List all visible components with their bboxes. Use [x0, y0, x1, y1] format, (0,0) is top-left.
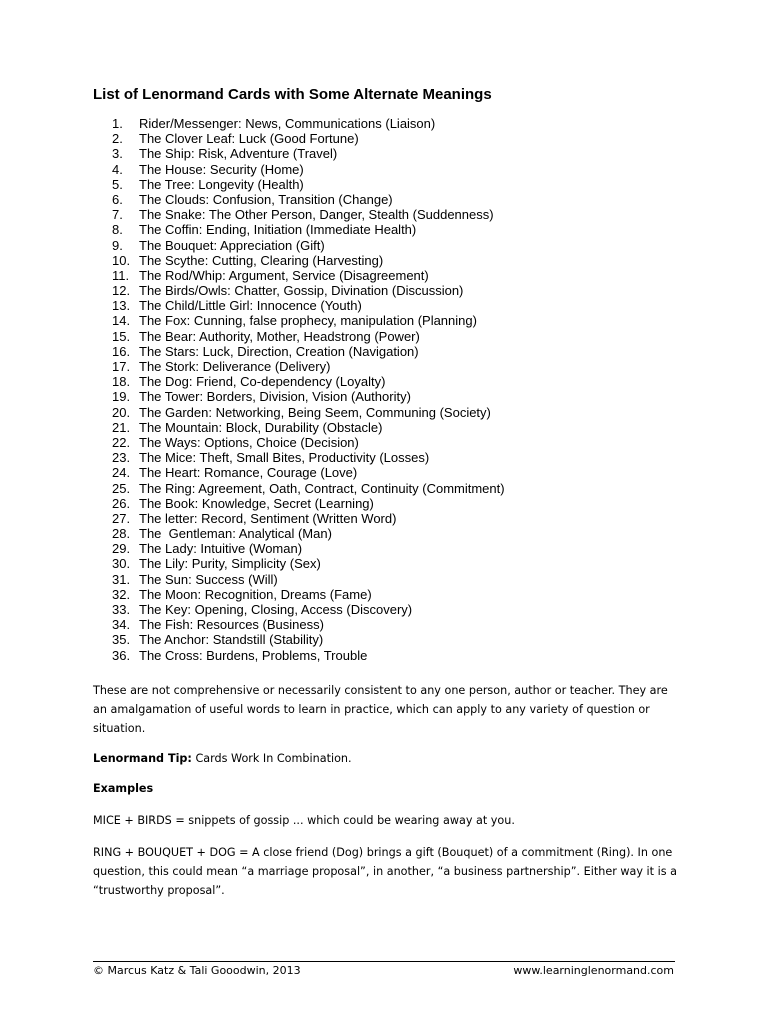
card-list-item — [112, 420, 505, 435]
card-meaning: The Sun: Success (Will) — [139, 571, 278, 587]
card-list-item — [112, 541, 505, 556]
card-list-item — [112, 465, 505, 480]
card-meaning: The Bear: Authority, Mother, Headstrong (Power) — [139, 328, 420, 344]
card-list-item — [112, 146, 505, 161]
card-meaning: The Lady: Intuitive (Woman) — [139, 541, 303, 557]
card-meaning: The Heart: Romance, Courage (Love) — [139, 465, 358, 481]
card-list-item — [112, 162, 505, 177]
card-list-item — [112, 359, 505, 374]
card-number: 15. — [112, 328, 131, 344]
card-number: 16. — [112, 343, 131, 359]
card-list-item — [112, 632, 505, 647]
card-list-item — [112, 389, 505, 404]
card-number: 25. — [112, 480, 131, 496]
card-number: 3. — [112, 146, 123, 162]
card-list-item — [112, 131, 505, 146]
card-number: 26. — [112, 495, 131, 511]
card-number: 14. — [112, 313, 131, 329]
card-meaning: The Moon: Recognition, Dreams (Fame) — [139, 586, 372, 602]
card-list-item — [112, 298, 505, 313]
card-number: 21. — [112, 419, 131, 435]
card-number: 7. — [112, 207, 123, 223]
card-number: 28. — [112, 526, 131, 542]
card-number: 10. — [112, 252, 131, 268]
footer-divider — [93, 961, 675, 962]
document-title: List of Lenormand Cards with Some Alternate Meanings — [93, 86, 492, 103]
card-list-item — [112, 253, 505, 268]
card-list-item — [112, 238, 505, 253]
card-list-item — [112, 283, 505, 298]
card-number: 19. — [112, 389, 131, 405]
card-list-item — [112, 192, 505, 207]
card-number: 1. — [112, 116, 123, 131]
card-number: 6. — [112, 191, 123, 207]
card-meaning: The Child/Little Girl: Innocence (Youth) — [139, 298, 362, 314]
card-list-item — [112, 587, 505, 602]
card-list-item — [112, 526, 505, 541]
card-list-item — [112, 556, 505, 571]
card-list-item — [112, 617, 505, 632]
card-meaning: The letter: Record, Sentiment (Written Word) — [139, 510, 397, 526]
card-meaning: The Snake: The Other Person, Danger, Stealth (Suddenness) — [139, 207, 494, 223]
card-meaning: The Clover Leaf: Luck (Good Fortune) — [139, 131, 359, 147]
card-number: 20. — [112, 404, 131, 420]
card-number: 30. — [112, 556, 131, 572]
card-number: 11. — [112, 267, 130, 283]
card-meaning: The Key: Opening, Closing, Access (Discovery) — [139, 602, 413, 617]
card-number: 9. — [112, 237, 123, 253]
card-number: 5. — [112, 176, 123, 192]
card-meaning: The Anchor: Standstill (Stability) — [139, 632, 324, 648]
card-list-item — [112, 329, 505, 344]
card-meaning: The Stork: Deliverance (Delivery) — [139, 359, 331, 374]
card-list-item — [112, 405, 505, 420]
card-number: 27. — [112, 510, 131, 526]
card-number: 29. — [112, 541, 131, 557]
card-meaning: The Ship: Risk, Adventure (Travel) — [139, 146, 338, 162]
tip-text: Cards Work In Combination. — [195, 752, 352, 765]
card-list-item — [112, 313, 505, 328]
card-number: 35. — [112, 632, 131, 648]
card-number: 8. — [112, 222, 123, 238]
card-meaning: The Fox: Cunning, false prophecy, manipulation (Planning) — [139, 313, 477, 329]
card-meaning: The Birds/Owls: Chatter, Gossip, Divination (Discussion) — [139, 283, 464, 299]
card-meaning: The Gentleman: Analytical (Man) — [139, 526, 332, 542]
card-number: 23. — [112, 450, 131, 466]
card-list-item — [112, 602, 505, 617]
card-number: 12. — [112, 283, 131, 299]
card-meaning: The Clouds: Confusion, Transition (Change) — [139, 191, 393, 207]
card-number: 32. — [112, 586, 131, 602]
card-list-item — [112, 435, 505, 450]
card-meaning: The Mountain: Block, Durability (Obstacle) — [139, 419, 383, 435]
tip-paragraph — [93, 749, 678, 768]
card-list-item — [112, 207, 505, 222]
example-ring-bouquet-dog: RING + BOUQUET + DOG = A close friend (Dog) brings a gift (Bouquet) of a commitment (Ring). In one question, this could mean “a marriage proposal”, in another, “a business partnership”. Either way it is a “trustworthy proposal”. — [93, 846, 677, 897]
card-meaning: The Coffin: Ending, Initiation (Immediate Health) — [139, 222, 417, 238]
card-list-item — [112, 116, 505, 131]
card-meaning: The Dog: Friend, Co-dependency (Loyalty) — [139, 374, 386, 390]
card-list-item — [112, 222, 505, 237]
card-list-item — [112, 511, 505, 526]
card-meaning: The Ways: Options, Choice (Decision) — [139, 434, 359, 450]
card-number: 36. — [112, 647, 131, 663]
card-list-item — [112, 177, 505, 192]
card-meaning: The Tower: Borders, Division, Vision (Authority) — [139, 389, 411, 405]
card-list-item — [112, 450, 505, 465]
card-list-item — [112, 374, 505, 389]
card-meaning: The Stars: Luck, Direction, Creation (Navigation) — [139, 343, 419, 359]
card-meaning: The Ring: Agreement, Oath, Contract, Continuity (Commitment) — [139, 480, 505, 496]
card-number: 31. — [112, 571, 131, 587]
card-meaning: The Rod/Whip: Argument, Service (Disagreement) — [139, 267, 429, 283]
card-number: 22. — [112, 434, 131, 450]
card-meaning: The Book: Knowledge, Secret (Learning) — [139, 495, 374, 511]
card-meaning: The Garden: Networking, Being Seem, Communing (Society) — [139, 404, 491, 420]
card-number: 4. — [112, 161, 123, 177]
card-meaning: The Bouquet: Appreciation (Gift) — [139, 237, 325, 253]
card-number: 18. — [112, 374, 131, 390]
notes-paragraph: These are not comprehensive or necessarily consistent to any one person, author or teacher. They are an amalgamation of useful words to learn in practice, which can apply to any variety of question or situation. — [93, 684, 668, 735]
card-list-item — [112, 268, 505, 283]
examples-heading: Examples — [93, 782, 154, 795]
card-meaning: The Fish: Resources (Business) — [139, 617, 324, 633]
card-list-item — [112, 344, 505, 359]
card-meaning: Rider/Messenger: News, Communications (Liaison) — [139, 116, 436, 131]
card-number: 17. — [112, 359, 131, 374]
card-list — [112, 116, 505, 663]
tip-label: Lenormand Tip: — [93, 752, 192, 765]
card-number: 2. — [112, 131, 123, 147]
card-number: 24. — [112, 465, 131, 481]
footer-website: www.learninglenormand.com — [513, 964, 674, 977]
card-number: 34. — [112, 617, 131, 633]
card-meaning: The Lily: Purity, Simplicity (Sex) — [139, 556, 321, 572]
card-meaning: The Mice: Theft, Small Bites, Productivity (Losses) — [139, 450, 430, 466]
card-meaning: The House: Security (Home) — [139, 161, 304, 177]
card-list-item — [112, 648, 505, 663]
card-meaning: The Scythe: Cutting, Clearing (Harvesting) — [139, 252, 384, 268]
card-meaning: The Tree: Longevity (Health) — [139, 176, 304, 192]
card-list-item — [112, 496, 505, 511]
card-list-item — [112, 572, 505, 587]
footer-copyright: © Marcus Katz & Tali Gooodwin, 2013 — [93, 964, 301, 977]
example-mice-birds: MICE + BIRDS = snippets of gossip ... which could be wearing away at you. — [93, 814, 515, 827]
card-number: 33. — [112, 602, 131, 617]
card-number: 13. — [112, 298, 131, 314]
card-list-item — [112, 481, 505, 496]
card-meaning: The Cross: Burdens, Problems, Trouble — [139, 647, 368, 663]
